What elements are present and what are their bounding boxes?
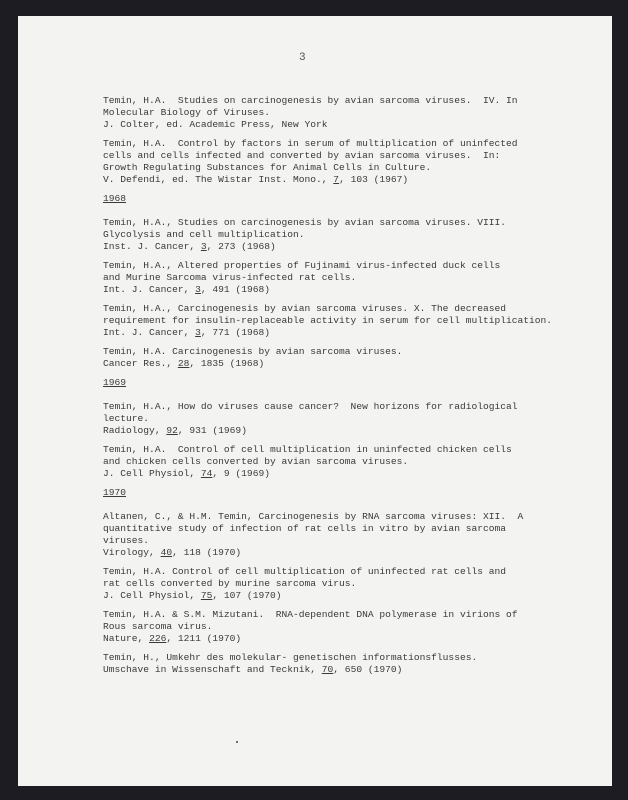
year-heading-text: 1970 (103, 487, 127, 498)
volume-number: 226 (149, 633, 167, 644)
year-heading (103, 487, 573, 499)
reference-entry (103, 444, 573, 480)
citation-source: Radiology, (103, 425, 167, 436)
year-heading (103, 193, 573, 205)
reference-entry (103, 217, 573, 253)
reference-entry (103, 95, 573, 131)
reference-text-line: Temin, H., Umkehr des molekular- genetischen informationsflusses. (103, 652, 478, 663)
citation-source: Nature, (103, 633, 150, 644)
reference-entry (103, 609, 573, 645)
reference-text-line: Temin, H.A., Altered properties of Fujinami virus-infected duck cells (103, 260, 501, 271)
citation-pages-year: , 107 (1970) (212, 590, 282, 601)
citation-line (103, 241, 573, 253)
volume-number: 3 (195, 327, 201, 338)
volume-number: 70 (321, 664, 334, 675)
citation-line (103, 633, 573, 645)
citation-pages-year: , 9 (1969) (212, 468, 270, 479)
reference-text-line: requirement for insulin-replaceable activity in serum for cell multiplication. (103, 315, 553, 326)
page-number: 3 (299, 52, 306, 64)
citation-line (103, 664, 573, 676)
citation-source: J. Cell Physiol, (103, 468, 201, 479)
reference-entry (103, 260, 573, 296)
citation-line (103, 590, 573, 602)
reference-text-line: Temin, H.A., Carcinogenesis by avian sarcoma viruses. X. The decreased (103, 303, 507, 314)
citation-pages-year: , 1211 (1970) (166, 633, 242, 644)
reference-entry (103, 138, 573, 186)
reference-text-line: quantitative study of infection of rat cells in vitro by avian sarcoma (103, 523, 507, 534)
reference-text-line: Temin, H.A. Studies on carcinogenesis by avian sarcoma viruses. IV. In (103, 95, 518, 106)
citation-source: Umschave in Wissenschaft and Tecknik, (103, 664, 322, 675)
reference-text-line: Temin, H.A. Control of cell multiplication in uninfected chicken cells (103, 444, 512, 455)
citation-line (103, 119, 573, 131)
citation-source: Inst. J. Cancer, (103, 241, 201, 252)
reference-text-line: lecture. (103, 413, 150, 424)
citation-pages-year: , 771 (1968) (200, 327, 270, 338)
reference-text-line: cells and cells infected and converted by avian sarcoma viruses. In: (103, 150, 501, 161)
reference-text-line: rat cells converted by murine sarcoma virus. (103, 578, 357, 589)
volume-number: 28 (177, 358, 190, 369)
citation-line (103, 468, 573, 480)
reference-entry (103, 303, 573, 339)
citation-source: J. Cell Physiol, (103, 590, 201, 601)
reference-text-line: Altanen, C., & H.M. Temin, Carcinogenesis by RNA sarcoma viruses: XII. A (103, 511, 524, 522)
citation-line (103, 327, 573, 339)
citation-line (103, 358, 573, 370)
citation-source: Int. J. Cancer, (103, 284, 196, 295)
volume-number: 3 (195, 284, 201, 295)
volume-number: 40 (160, 547, 173, 558)
citation-source: V. Defendi, ed. The Wistar Inst. Mono., (103, 174, 334, 185)
citation-pages-year: , 273 (1968) (206, 241, 276, 252)
citation-pages-year: , 650 (1970) (333, 664, 403, 675)
reference-text-line: and Murine Sarcoma virus-infected rat cells. (103, 272, 357, 283)
citation-pages-year: , 118 (1970) (172, 547, 242, 558)
reference-text-line: Molecular Biology of Viruses. (103, 107, 270, 118)
volume-number: 7 (333, 174, 340, 185)
reference-text-line: Temin, H.A. Carcinogenesis by avian sarcoma viruses. (103, 346, 403, 357)
reference-entry (103, 511, 573, 559)
citation-source: Int. J. Cancer, (103, 327, 196, 338)
year-heading (103, 377, 573, 389)
citation-line (103, 425, 573, 437)
reference-text-line: and chicken cells converted by avian sarcoma viruses. (103, 456, 409, 467)
reference-text-line: Temin, H.A., How do viruses cause cancer? New horizons for radiological (103, 401, 518, 412)
reference-entry (103, 652, 573, 676)
reference-text-line: Temin, H.A. Control by factors in serum of multiplication of uninfected (103, 138, 518, 149)
volume-number: 74 (200, 468, 213, 479)
citation-source: Cancer Res., (103, 358, 178, 369)
volume-number: 3 (200, 241, 207, 252)
reference-text-line: Glycolysis and cell multiplication. (103, 229, 305, 240)
reference-text-line: Temin, H.A. Control of cell multiplication of uninfected rat cells and (103, 566, 507, 577)
citation-pages-year: , 491 (1968) (200, 284, 270, 295)
reference-entry (103, 566, 573, 602)
document-page (18, 16, 612, 786)
year-heading-text: 1968 (103, 193, 127, 204)
citation-line (103, 174, 573, 186)
reference-text-line: Temin, H.A., Studies on carcinogenesis by avian sarcoma viruses. VIII. (103, 217, 507, 228)
citation-source: J. Colter, ed. Academic Press, New York (103, 119, 328, 130)
reference-entry (103, 346, 573, 370)
citation-line (103, 547, 573, 559)
citation-pages-year: , 931 (1969) (177, 425, 247, 436)
citation-pages-year: , 1835 (1968) (189, 358, 265, 369)
volume-number: 75 (200, 590, 213, 601)
reference-text-line: Temin, H.A. & S.M. Mizutani. RNA-dependent DNA polymerase in virions of (103, 609, 518, 620)
reference-text-line: Growth Regulating Substances for Animal Cells in Culture. (103, 162, 432, 173)
reference-entry (103, 401, 573, 437)
ink-speck (236, 741, 238, 743)
citation-source: Virology, (103, 547, 161, 558)
reference-text-line: Rous sarcoma virus. (103, 621, 213, 632)
volume-number: 92 (166, 425, 178, 436)
citation-line (103, 284, 573, 296)
citation-pages-year: , 103 (1967) (339, 174, 409, 185)
reference-list (103, 95, 573, 683)
reference-text-line: viruses. (103, 535, 150, 546)
year-heading-text: 1969 (103, 377, 127, 388)
